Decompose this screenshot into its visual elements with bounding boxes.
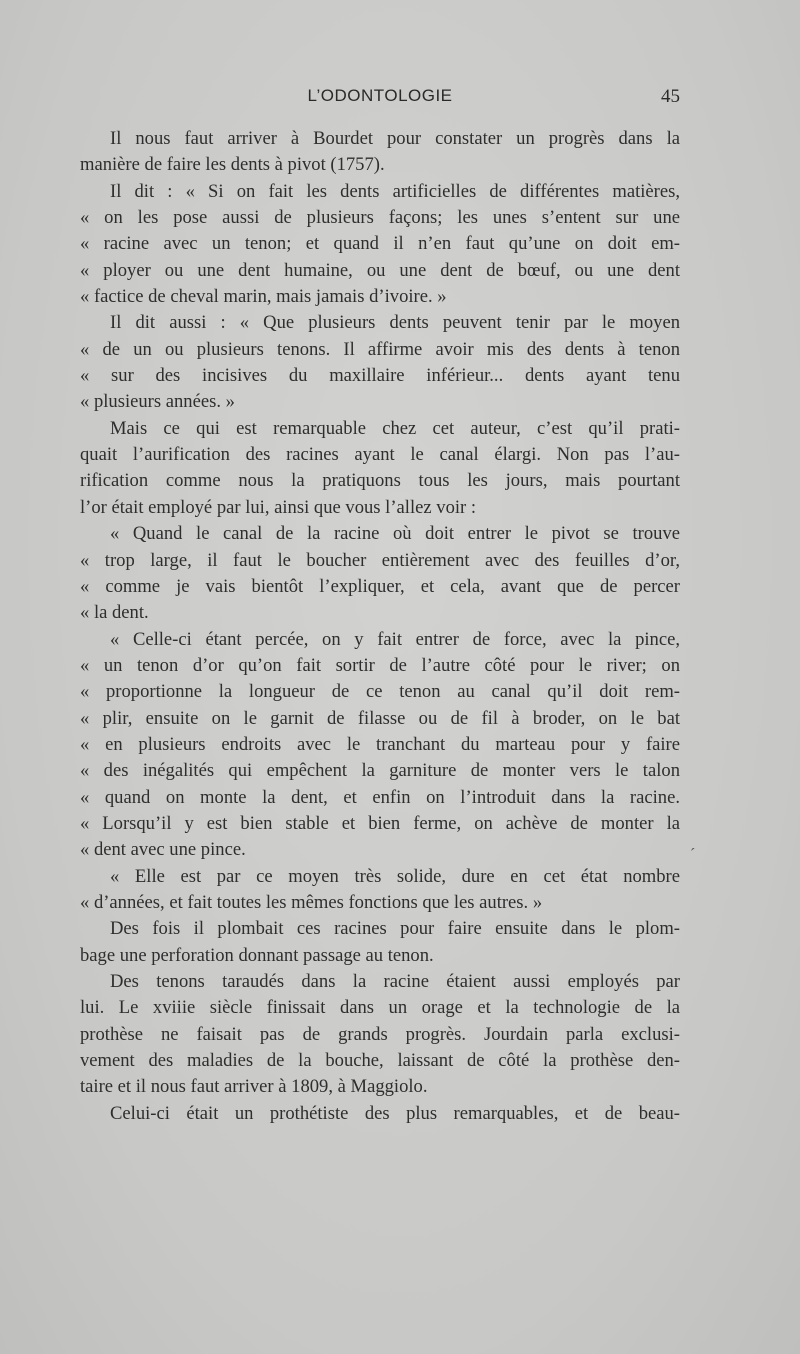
text-line: « de un ou plusieurs tenons. Il affirme avoir mis des dents à tenon: [80, 338, 680, 360]
text-line: taire et il nous faut arriver à 1809, à Maggiolo.: [80, 1076, 428, 1098]
text-line: « Lorsqu’il y est bien stable et bien ferme, on achève de monter la: [80, 812, 680, 834]
text-line: « quand on monte la dent, et enfin on l’introduit dans la racine.: [80, 786, 680, 808]
text-line: Il nous faut arriver à Bourdet pour constater un progrès dans la: [110, 128, 680, 149]
text-line: Mais ce qui est remarquable chez cet auteur, c’est qu’il prati-: [110, 417, 680, 439]
text-line: « d’années, et fait toutes les mêmes fonctions que les autres. »: [80, 891, 543, 913]
text-line: « dent avec une pince.: [80, 839, 246, 861]
text-line: prothèse ne faisait pas de grands progrès. Jourdain parla exclusi-: [80, 1023, 680, 1045]
text-line: « sur des incisives du maxillaire inférieur... dents ayant tenu: [80, 365, 680, 387]
text-line: « ployer ou une dent humaine, ou une dent de bœuf, ou une dent: [80, 259, 680, 281]
text-line: lui. Le xviiie siècle finissait dans un orage et la technologie de la: [80, 997, 680, 1019]
text-line: Des tenons taraudés dans la racine étaient aussi employés par: [110, 971, 680, 992]
page-number: 45: [661, 86, 680, 107]
page-header: [80, 86, 680, 116]
text-line: « Celle-ci étant percée, on y fait entrer de force, avec la pince,: [110, 628, 680, 650]
text-line: « racine avec un tenon; et quand il n’en faut qu’une on doit em-: [80, 233, 680, 255]
text-line: l’or était employé par lui, ainsi que vous l’allez voir :: [80, 496, 477, 518]
text-line: « un tenon d’or qu’on fait sortir de l’autre côté pour le river; on: [80, 654, 680, 676]
text-line: « des inégalités qui empêchent la garniture de monter vers le talon: [80, 760, 680, 782]
text-line: Il dit : « Si on fait les dents artificielles de différentes matières,: [110, 180, 680, 202]
text-line: « trop large, il faut le boucher entièrement avec des feuilles d’or,: [80, 549, 680, 571]
text-line: vement des maladies de la bouche, laissant de côté la prothèse den-: [80, 1050, 680, 1072]
text-line: rification comme nous la pratiquons tous les jours, mais pourtant: [80, 470, 680, 492]
text-line: « Elle est par ce moyen très solide, dure en cet état nombre: [110, 865, 680, 887]
text-line: Celui-ci était un prothétiste des plus remarquables, et de beau-: [110, 1102, 680, 1124]
text-line: « la dent.: [80, 602, 149, 624]
text-line: « proportionne la longueur de ce tenon au canal qu’il doit rem-: [80, 681, 680, 703]
text-line: « plir, ensuite on le garnit de filasse ou de fil à broder, on le bat: [80, 707, 680, 729]
text-line: quait l’aurification des racines ayant le canal élargi. Non pas l’au-: [80, 444, 680, 466]
margin-mark: ´: [690, 846, 696, 863]
text-line: Il dit aussi : « Que plusieurs dents peuvent tenir par le moyen: [110, 312, 680, 334]
text-line: « on les pose aussi de plusieurs façons; les unes s’entent sur une: [80, 207, 680, 229]
text-line: « en plusieurs endroits avec le tranchant du marteau pour y faire: [80, 733, 680, 755]
text-line: « plusieurs années. »: [80, 391, 235, 413]
text-line: « factice de cheval marin, mais jamais d’ivoire. »: [80, 286, 447, 308]
text-line: « Quand le canal de la racine où doit entrer le pivot se trouve: [110, 523, 680, 545]
body-text: [80, 126, 680, 1127]
text-line: bage une perforation donnant passage au tenon.: [80, 944, 434, 966]
running-title: L’ODONTOLOGIE: [307, 86, 453, 105]
text-line: « comme je vais bientôt l’expliquer, et cela, avant que de percer: [80, 575, 680, 597]
text-line: manière de faire les dents à pivot (1757).: [80, 154, 385, 176]
text-line: Des fois il plombait ces racines pour faire ensuite dans le plom-: [110, 918, 680, 940]
